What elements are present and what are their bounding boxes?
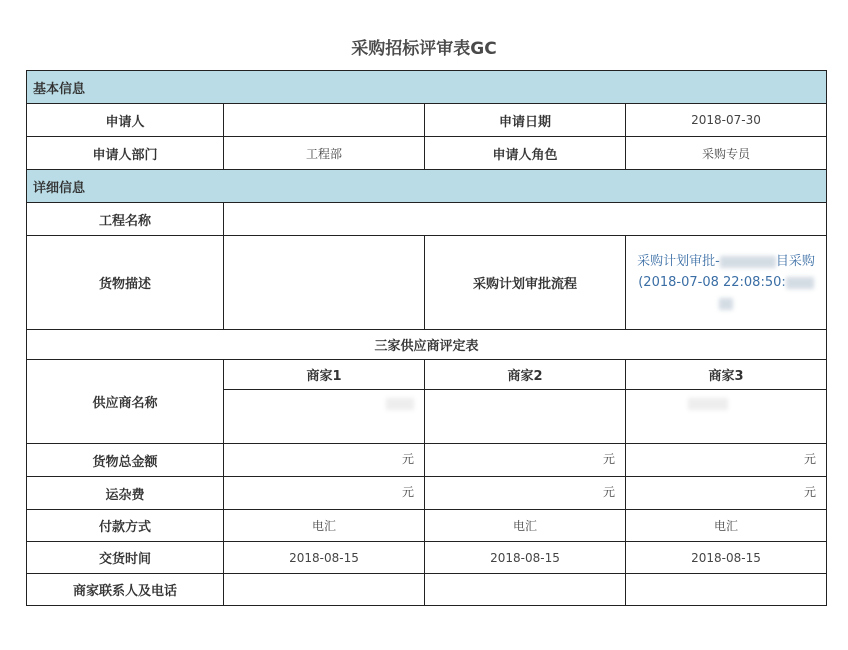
freight-3: 元 <box>626 477 827 510</box>
supplier-name-2 <box>425 390 626 444</box>
supplier-name-1 <box>224 390 425 444</box>
payment-3: 电汇 <box>626 510 827 542</box>
contact-label: 商家联系人及电话 <box>27 574 224 606</box>
flow-link-part2: 目采购 <box>775 254 815 269</box>
payment-1: 电汇 <box>224 510 425 542</box>
row-contact <box>27 574 827 606</box>
section-detail-info-label: 详细信息 <box>27 170 827 203</box>
total-amount-label: 货物总金额 <box>27 444 224 477</box>
delivery-2: 2018-08-15 <box>425 542 626 574</box>
section-basic-info <box>27 71 827 104</box>
supplier-header-1: 商家1 <box>224 360 425 390</box>
supplier-name-3 <box>626 390 827 444</box>
department-value: 工程部 <box>224 137 425 170</box>
row-freight <box>27 477 827 510</box>
redacted-blur <box>786 277 814 289</box>
freight-2: 元 <box>425 477 626 510</box>
row-payment <box>27 510 827 542</box>
goods-description-label: 货物描述 <box>27 236 224 330</box>
redacted-blur <box>688 398 728 410</box>
row-delivery <box>27 542 827 574</box>
apply-date-value: 2018-07-30 <box>626 104 827 137</box>
purchase-flow-label: 采购计划审批流程 <box>425 236 626 330</box>
redacted-blur <box>720 256 776 268</box>
supplier-header-3: 商家3 <box>626 360 827 390</box>
contact-2 <box>425 574 626 606</box>
project-name-label: 工程名称 <box>27 203 224 236</box>
flow-link-timestamp: (2018-07-08 22:08:50: <box>638 275 786 290</box>
flow-link-part1: 采购计划审批- <box>637 254 720 269</box>
apply-date-label: 申请日期 <box>425 104 626 137</box>
goods-description-value <box>224 236 425 330</box>
freight-1: 元 <box>224 477 425 510</box>
applicant-value <box>224 104 425 137</box>
project-name-value <box>224 203 827 236</box>
applicant-label: 申请人 <box>27 104 224 137</box>
freight-label: 运杂费 <box>27 477 224 510</box>
payment-label: 付款方式 <box>27 510 224 542</box>
review-form-table <box>26 70 827 606</box>
redacted-blur <box>386 398 414 410</box>
row-project-name <box>27 203 827 236</box>
row-department <box>27 137 827 170</box>
role-value: 采购专员 <box>626 137 827 170</box>
row-goods-description <box>27 236 827 330</box>
delivery-label: 交货时间 <box>27 542 224 574</box>
supplier-name-label: 供应商名称 <box>27 360 224 444</box>
total-amount-1: 元 <box>224 444 425 477</box>
delivery-3: 2018-08-15 <box>626 542 827 574</box>
purchase-flow-link-text[interactable] <box>637 254 815 311</box>
row-total-amount <box>27 444 827 477</box>
contact-3 <box>626 574 827 606</box>
role-label: 申请人角色 <box>425 137 626 170</box>
total-amount-2: 元 <box>425 444 626 477</box>
section-detail-info <box>27 170 827 203</box>
row-supplier-table-title <box>27 330 827 360</box>
supplier-header-2: 商家2 <box>425 360 626 390</box>
payment-2: 电汇 <box>425 510 626 542</box>
department-label: 申请人部门 <box>27 137 224 170</box>
contact-1 <box>224 574 425 606</box>
redacted-blur <box>719 298 733 310</box>
total-amount-3: 元 <box>626 444 827 477</box>
supplier-table-title: 三家供应商评定表 <box>27 330 827 360</box>
row-applicant <box>27 104 827 137</box>
form-title: 采购招标评审表GC <box>351 39 497 59</box>
section-basic-info-label: 基本信息 <box>27 71 827 104</box>
row-supplier-headers <box>27 360 827 390</box>
delivery-1: 2018-08-15 <box>224 542 425 574</box>
purchase-flow-link[interactable] <box>626 236 827 330</box>
